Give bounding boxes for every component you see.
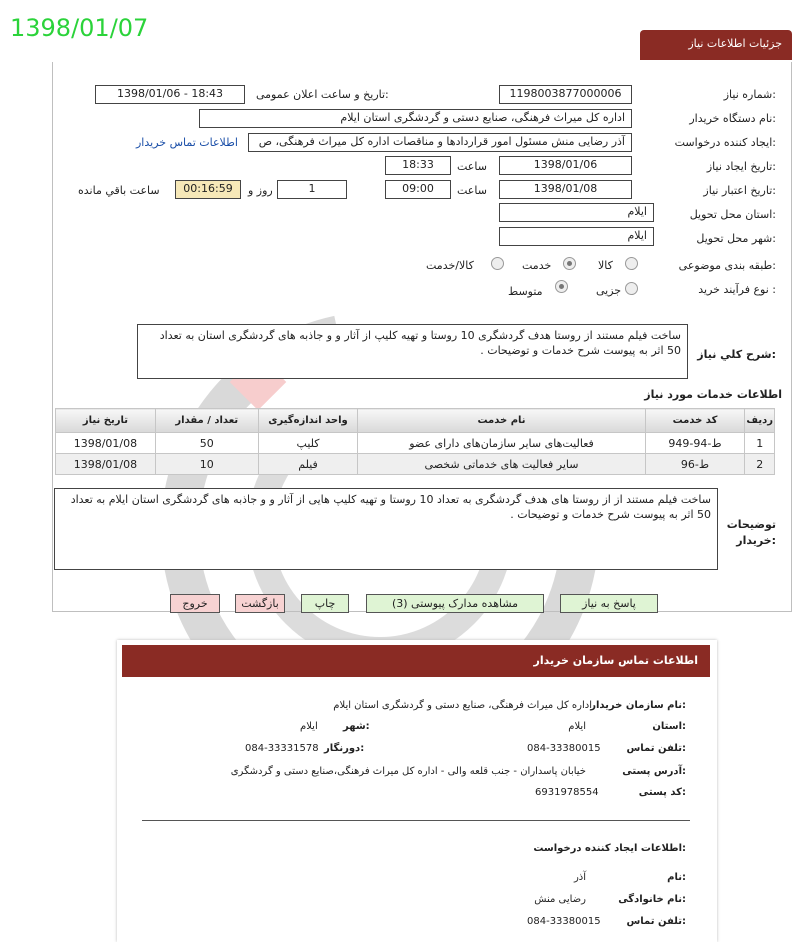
buyer-org-field: اداره کل میراث فرهنگی، صنایع دستی و گردشگری استان ایلام: [199, 109, 632, 128]
creator-phone-value: 084-33380015: [527, 916, 601, 927]
cell-unit: فیلم: [258, 454, 358, 475]
create-date-label: تاریخ ایجاد نیاز:: [706, 160, 776, 173]
create-date-field: 1398/01/06: [499, 156, 632, 175]
contact-postal-value: 6931978554: [535, 787, 599, 798]
contact-province-label: استان:: [652, 721, 686, 732]
contact-org-label: نام سازمان خریدار:: [590, 700, 686, 711]
need-number-label: شماره نیاز:: [723, 88, 776, 101]
cell-unit: کلیپ: [258, 433, 358, 454]
creator-label: ایجاد کننده درخواست:: [674, 136, 776, 149]
creator-phone-label: تلفن تماس:: [626, 916, 686, 927]
exit-button[interactable]: خروج: [170, 594, 220, 613]
cell-row: 1: [745, 433, 775, 454]
days-field: 1: [277, 180, 347, 199]
radio-service[interactable]: [563, 257, 576, 270]
create-time-label: ساعت: [457, 160, 487, 173]
radio-goods-service[interactable]: [491, 257, 504, 270]
category-label: طبقه بندی موضوعی:: [678, 259, 776, 272]
col-need-date: تاریخ نیاز: [56, 409, 156, 433]
divider: [142, 820, 690, 821]
creator-family-label: نام خانوادگی:: [618, 894, 686, 905]
radio-goods-service-label: کالا/خدمت: [426, 259, 474, 272]
validity-date-label: تاریخ اعتبار نیاز:: [703, 184, 776, 197]
need-number-field: 1198003877000006: [499, 85, 632, 104]
contact-postal-label: کد پستی:: [638, 787, 686, 798]
summary-label: شرح کلي نیاز:: [697, 348, 776, 361]
contact-fax-value: 084-33331578: [245, 743, 319, 754]
back-button[interactable]: بازگشت: [235, 594, 285, 613]
validity-time-field: 09:00: [385, 180, 451, 199]
creator-name-value: آذر: [573, 872, 586, 883]
process-label: نوع فرآیند خرید :: [698, 283, 776, 296]
creator-field: آذر رضایی منش مسئول امور قراردادها و مناقصات اداره کل میراث فرهنگی، ص: [248, 133, 632, 152]
col-quantity: تعداد / مقدار: [155, 409, 258, 433]
radio-partial[interactable]: [625, 282, 638, 295]
buyer-notes-textarea[interactable]: ساخت فیلم مستند از از روستا های هدف گردشگری به تعداد 10 روستا و تهیه کلیپ هایی از آثار و و جاذبه های گردشگری استان ایلام به تعداد 50 اثر به پیوست شرح خدمات و توضیحات .: [54, 488, 718, 570]
contact-address-label: آدرس پستی:: [622, 766, 686, 777]
validity-date-field: 1398/01/08: [499, 180, 632, 199]
contact-address-value: خیابان پاسداران - جنب قلعه والی - اداره کل میراث فرهنگی،صنایع دستی و گردشگری: [230, 766, 586, 777]
city-label: شهر محل تحویل:: [696, 232, 776, 245]
radio-medium[interactable]: [555, 280, 568, 293]
province-label: استان محل تحویل:: [689, 208, 776, 221]
creator-family-value: رضایی منش: [534, 894, 586, 905]
contact-fax-label: دورنگار:: [324, 743, 365, 754]
announce-field: 1398/01/06 - 18:43: [95, 85, 245, 104]
remaining-label: ساعت باقي مانده: [78, 184, 160, 197]
radio-medium-label: متوسط: [508, 285, 543, 298]
contact-card-title: اطلاعات تماس سازمان خریدار: [122, 645, 710, 677]
contact-province-value: ایلام: [568, 721, 586, 732]
cell-row: 2: [745, 454, 775, 475]
radio-goods-label: کالا: [598, 259, 613, 272]
cell-quantity: 10: [155, 454, 258, 475]
days-label: روز و: [248, 184, 273, 197]
cell-need-date: 1398/01/08: [56, 454, 156, 475]
contact-phone-value: 084-33380015: [527, 743, 601, 754]
table-row: [56, 454, 775, 475]
cell-service-name: فعالیت‌های سایر سازمان‌های دارای عضو: [358, 433, 645, 454]
col-service-name: نام خدمت: [358, 409, 645, 433]
creator-section-title: اطلاعات ایجاد کننده درخواست:: [533, 843, 686, 854]
buyer-org-label: نام دستگاه خریدار:: [689, 112, 776, 125]
contact-info-link[interactable]: اطلاعات تماس خریدار: [136, 136, 238, 149]
col-row: ردیف: [745, 409, 775, 433]
remaining-time-field: 00:16:59: [175, 180, 241, 199]
contact-phone-label: تلفن تماس:: [626, 743, 686, 754]
view-attachments-button[interactable]: مشاهده مدارک پیوستی (3): [366, 594, 544, 613]
cell-quantity: 50: [155, 433, 258, 454]
validity-time-label: ساعت: [457, 184, 487, 197]
city-field: ایلام: [499, 227, 654, 246]
contact-city-label: شهر:: [343, 721, 370, 732]
contact-city-value: ایلام: [300, 721, 318, 732]
cell-need-date: 1398/01/08: [56, 433, 156, 454]
col-unit: واحد اندازه‌گیری: [258, 409, 358, 433]
services-table: [55, 408, 775, 475]
contact-org-value: اداره کل میراث فرهنگی، صنایع دستی و گردشگری استان ایلام: [333, 700, 592, 711]
cell-service-name: سایر فعالیت های خدماتی شخصی: [358, 454, 645, 475]
summary-textarea[interactable]: ساخت فیلم مستند از روستا هدف گردشگری 10 روستا و تهیه کلیپ از آثار و و جاذبه های گردشگری استان به تعداد 50 اثر به پیوست شرح خدمات و توضیحات .: [137, 324, 688, 379]
col-service-code: کد خدمت: [645, 409, 745, 433]
cell-service-code: ط-96: [645, 454, 745, 475]
radio-partial-label: جزیی: [596, 284, 622, 297]
services-title: اطلاعات خدمات مورد نیاز: [644, 388, 782, 401]
page-title: جزئیات اطلاعات نیاز: [640, 30, 792, 60]
province-field: ایلام: [499, 203, 654, 222]
table-row: [56, 433, 775, 454]
buyer-notes-label: توضیحات خریدار:: [726, 518, 776, 547]
radio-service-label: خدمت: [522, 259, 552, 272]
date-stamp: 1398/01/07: [10, 14, 149, 42]
create-time-field: 18:33: [385, 156, 451, 175]
announce-label: تاریخ و ساعت اعلان عمومی:: [256, 88, 389, 101]
reply-button[interactable]: پاسخ به نیاز: [560, 594, 658, 613]
creator-name-label: نام:: [667, 872, 686, 883]
cell-service-code: ط-94-949: [645, 433, 745, 454]
print-button[interactable]: چاپ: [301, 594, 349, 613]
radio-goods[interactable]: [625, 257, 638, 270]
